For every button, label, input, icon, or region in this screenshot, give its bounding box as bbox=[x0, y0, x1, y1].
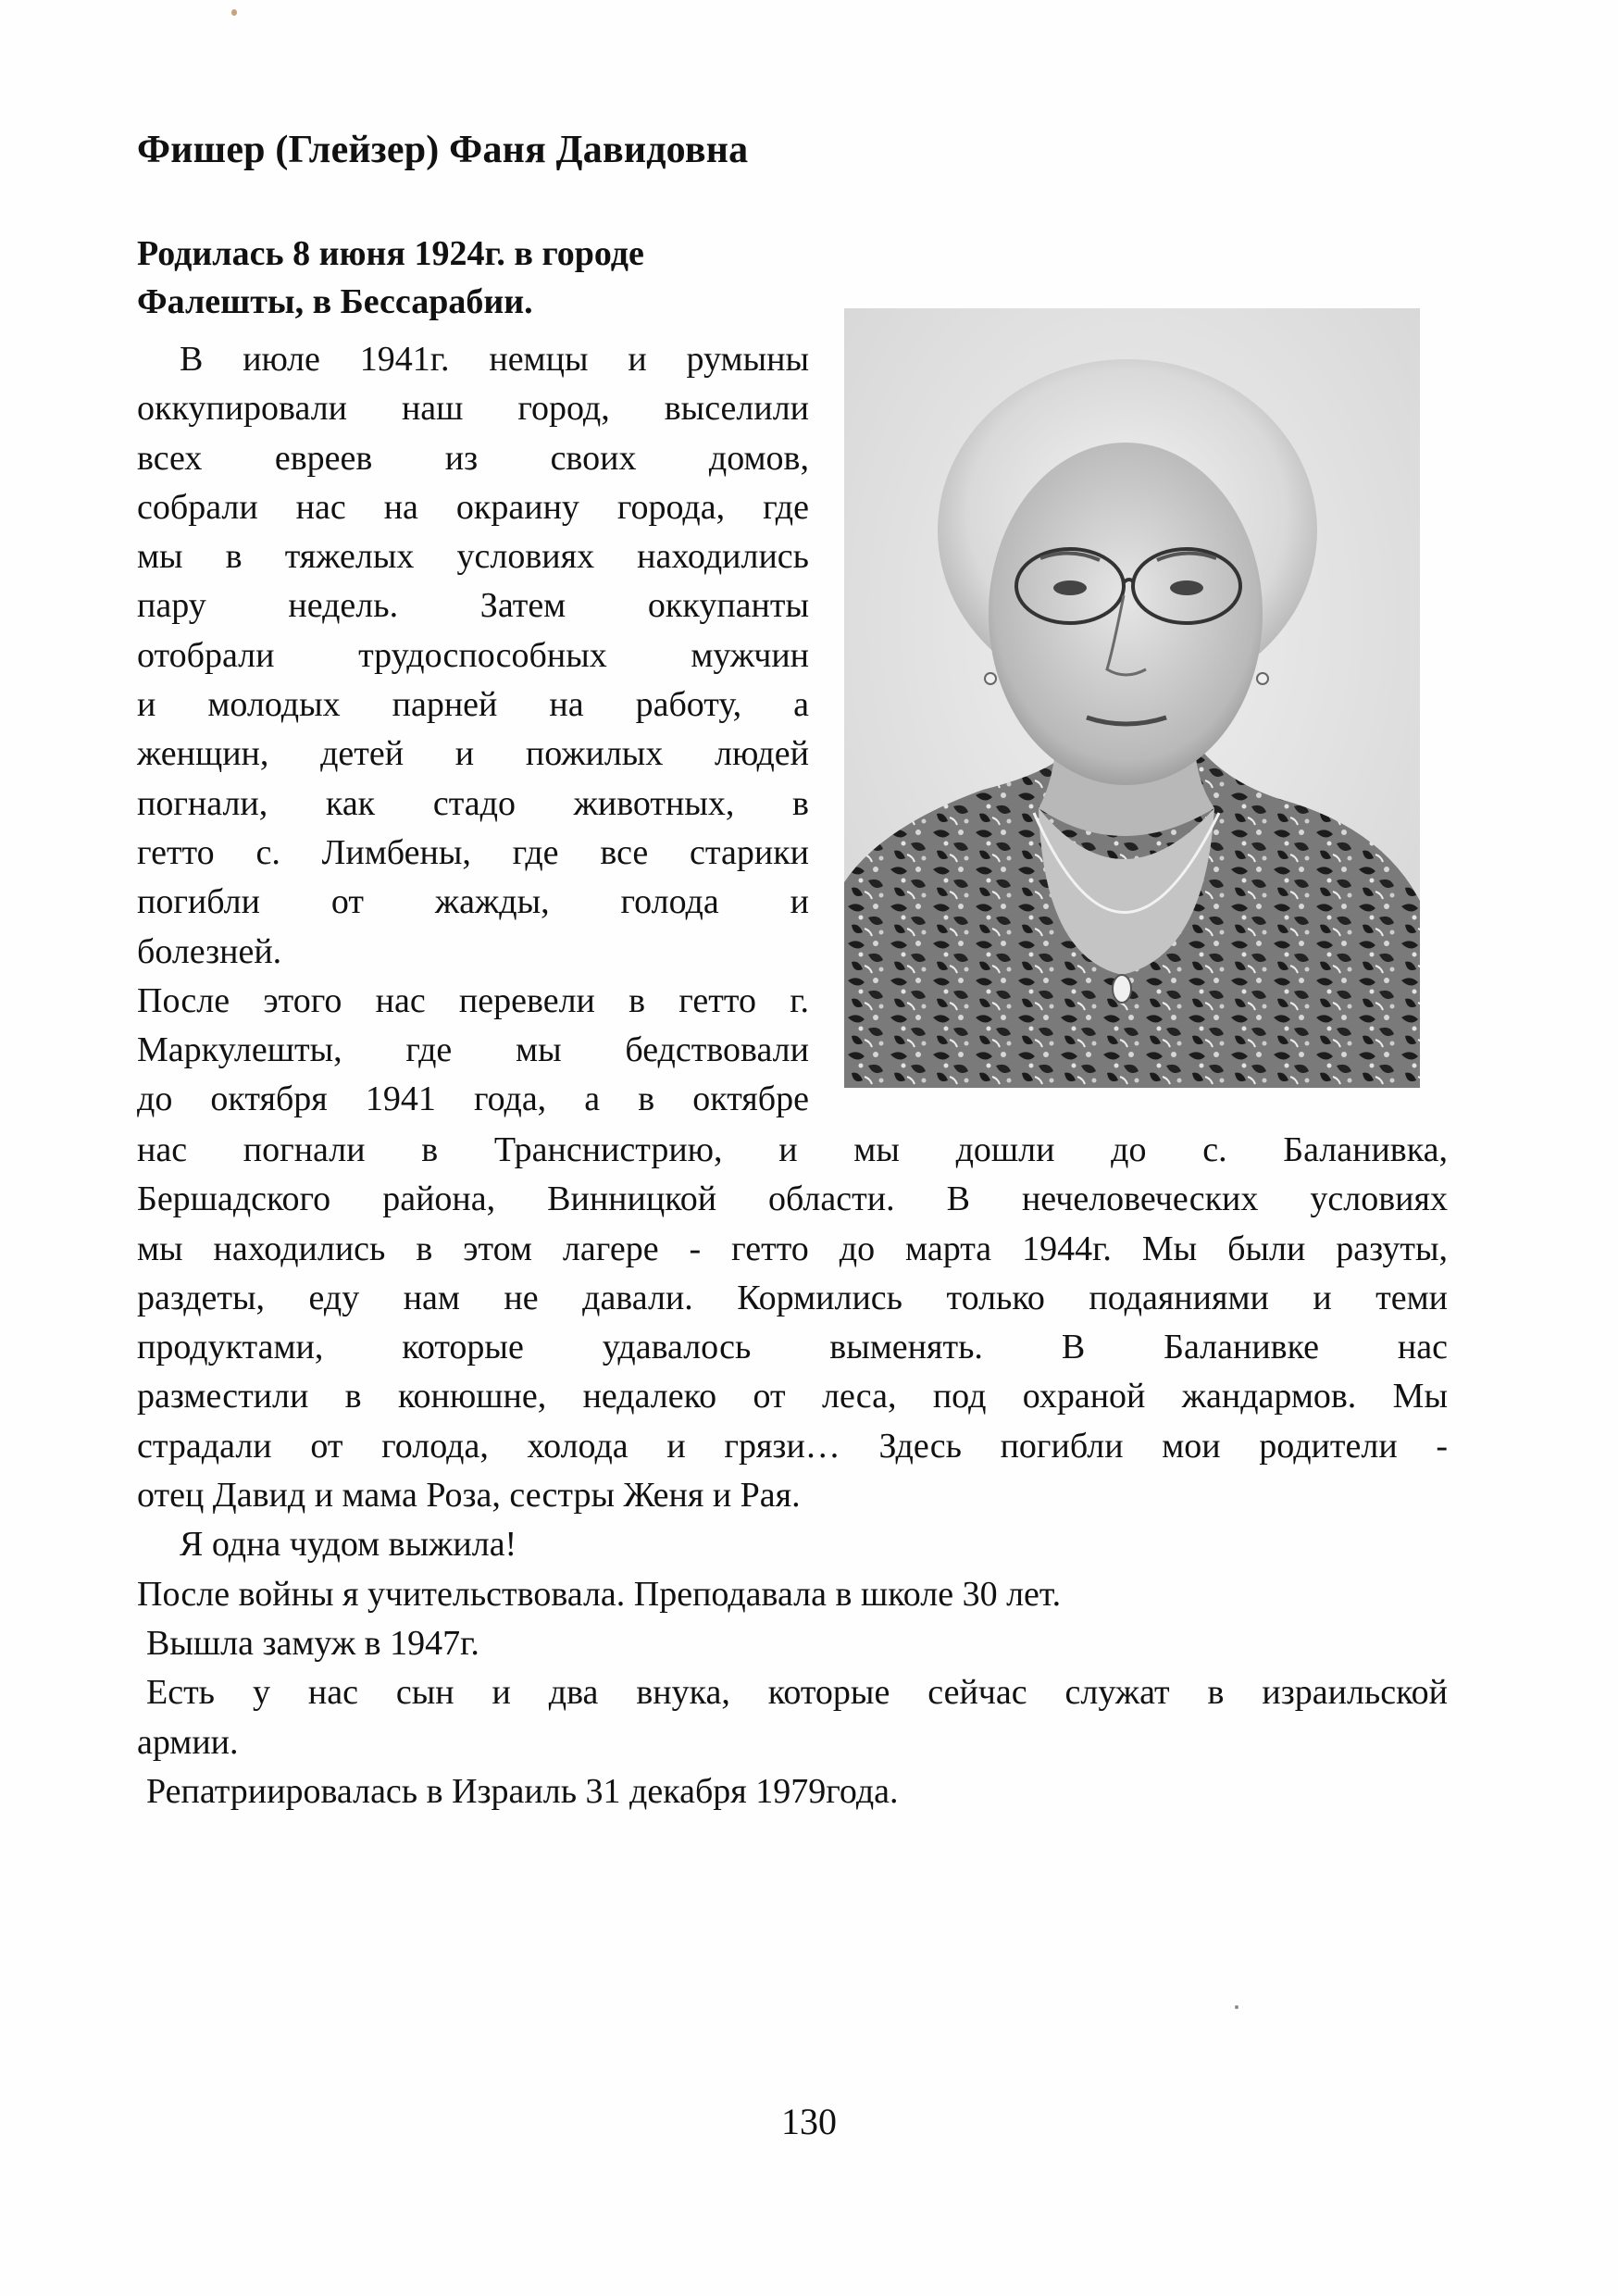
text-line: и молодых парней на работу, а bbox=[137, 685, 809, 725]
narrow-text-column bbox=[137, 335, 809, 1125]
text-line: В июле 1941г. немцы и румыны bbox=[180, 340, 809, 379]
text-line: Бершадского района, Винницкой области. В нечеловеческих условиях bbox=[137, 1179, 1448, 1219]
text-line: пару недель. Затем оккупанты bbox=[137, 586, 809, 626]
text-line: После этого нас перевели в гетто г. bbox=[137, 980, 809, 1020]
text-line: Есть у нас сын и два внука, которые сейчас служат в израильской bbox=[146, 1673, 1448, 1713]
birth-line: Фалешты, в Бессарабии. bbox=[137, 282, 533, 321]
text-line: собрали нас на окраину города, где bbox=[137, 487, 809, 527]
portrait-photo bbox=[844, 308, 1420, 1088]
wide-text-column bbox=[137, 1126, 1448, 1816]
page-title: Фишер (Глейзер) Фаня Давидовна bbox=[137, 129, 749, 171]
scan-speck bbox=[1235, 2005, 1238, 2009]
text-line: Репатриировалась в Израиль 31 декабря 1979года. bbox=[146, 1771, 899, 1811]
text-line: гетто с. Лимбены, где все старики bbox=[137, 832, 809, 872]
text-line: болезней. bbox=[137, 931, 282, 971]
text-line: отобрали трудоспособных мужчин bbox=[137, 635, 809, 675]
birth-line: Родилась 8 июня 1924г. в городе bbox=[137, 234, 644, 273]
text-line: Я одна чудом выжила! bbox=[180, 1525, 517, 1565]
text-line: до октября 1941 года, а в октябре bbox=[137, 1079, 809, 1119]
page-number: 130 bbox=[781, 2101, 837, 2142]
text-line: После войны я учительствовала. Преподавала в школе 30 лет. bbox=[137, 1574, 1062, 1614]
text-line: женщин, детей и пожилых людей bbox=[137, 734, 809, 774]
text-line: всех евреев из своих домов, bbox=[137, 438, 809, 478]
text-line: страдали от голода, холода и грязи… Здесь погибли мои родители - bbox=[137, 1426, 1448, 1466]
text-line: нас погнали в Транснистрию, и мы дошли до с. Баланивка, bbox=[137, 1130, 1448, 1169]
text-line: Вышла замуж в 1947г. bbox=[146, 1623, 479, 1663]
text-line: оккупировали наш город, выселили bbox=[137, 389, 809, 429]
birth-paragraph bbox=[137, 230, 840, 326]
scan-speck bbox=[231, 9, 237, 16]
text-line: погнали, как стадо животных, в bbox=[137, 783, 809, 823]
text-line: мы в тяжелых условиях находились bbox=[137, 537, 809, 577]
text-line: мы находились в этом лагере - гетто до марта 1944г. Мы были разуты, bbox=[137, 1229, 1448, 1268]
text-line: разместили в конюшне, недалеко от леса, под охраной жандармов. Мы bbox=[137, 1377, 1448, 1416]
text-line: армии. bbox=[137, 1722, 239, 1762]
text-line: Маркулешты, где мы бедствовали bbox=[137, 1030, 809, 1070]
text-line: погибли от жажды, голода и bbox=[137, 882, 809, 922]
text-line: отец Давид и мама Роза, сестры Женя и Рая. bbox=[137, 1476, 801, 1516]
text-line: раздеты, еду нам не давали. Кормились только подаяниями и теми bbox=[137, 1278, 1448, 1317]
text-line: продуктами, которые удавалось выменять. В Баланивке нас bbox=[137, 1328, 1448, 1367]
